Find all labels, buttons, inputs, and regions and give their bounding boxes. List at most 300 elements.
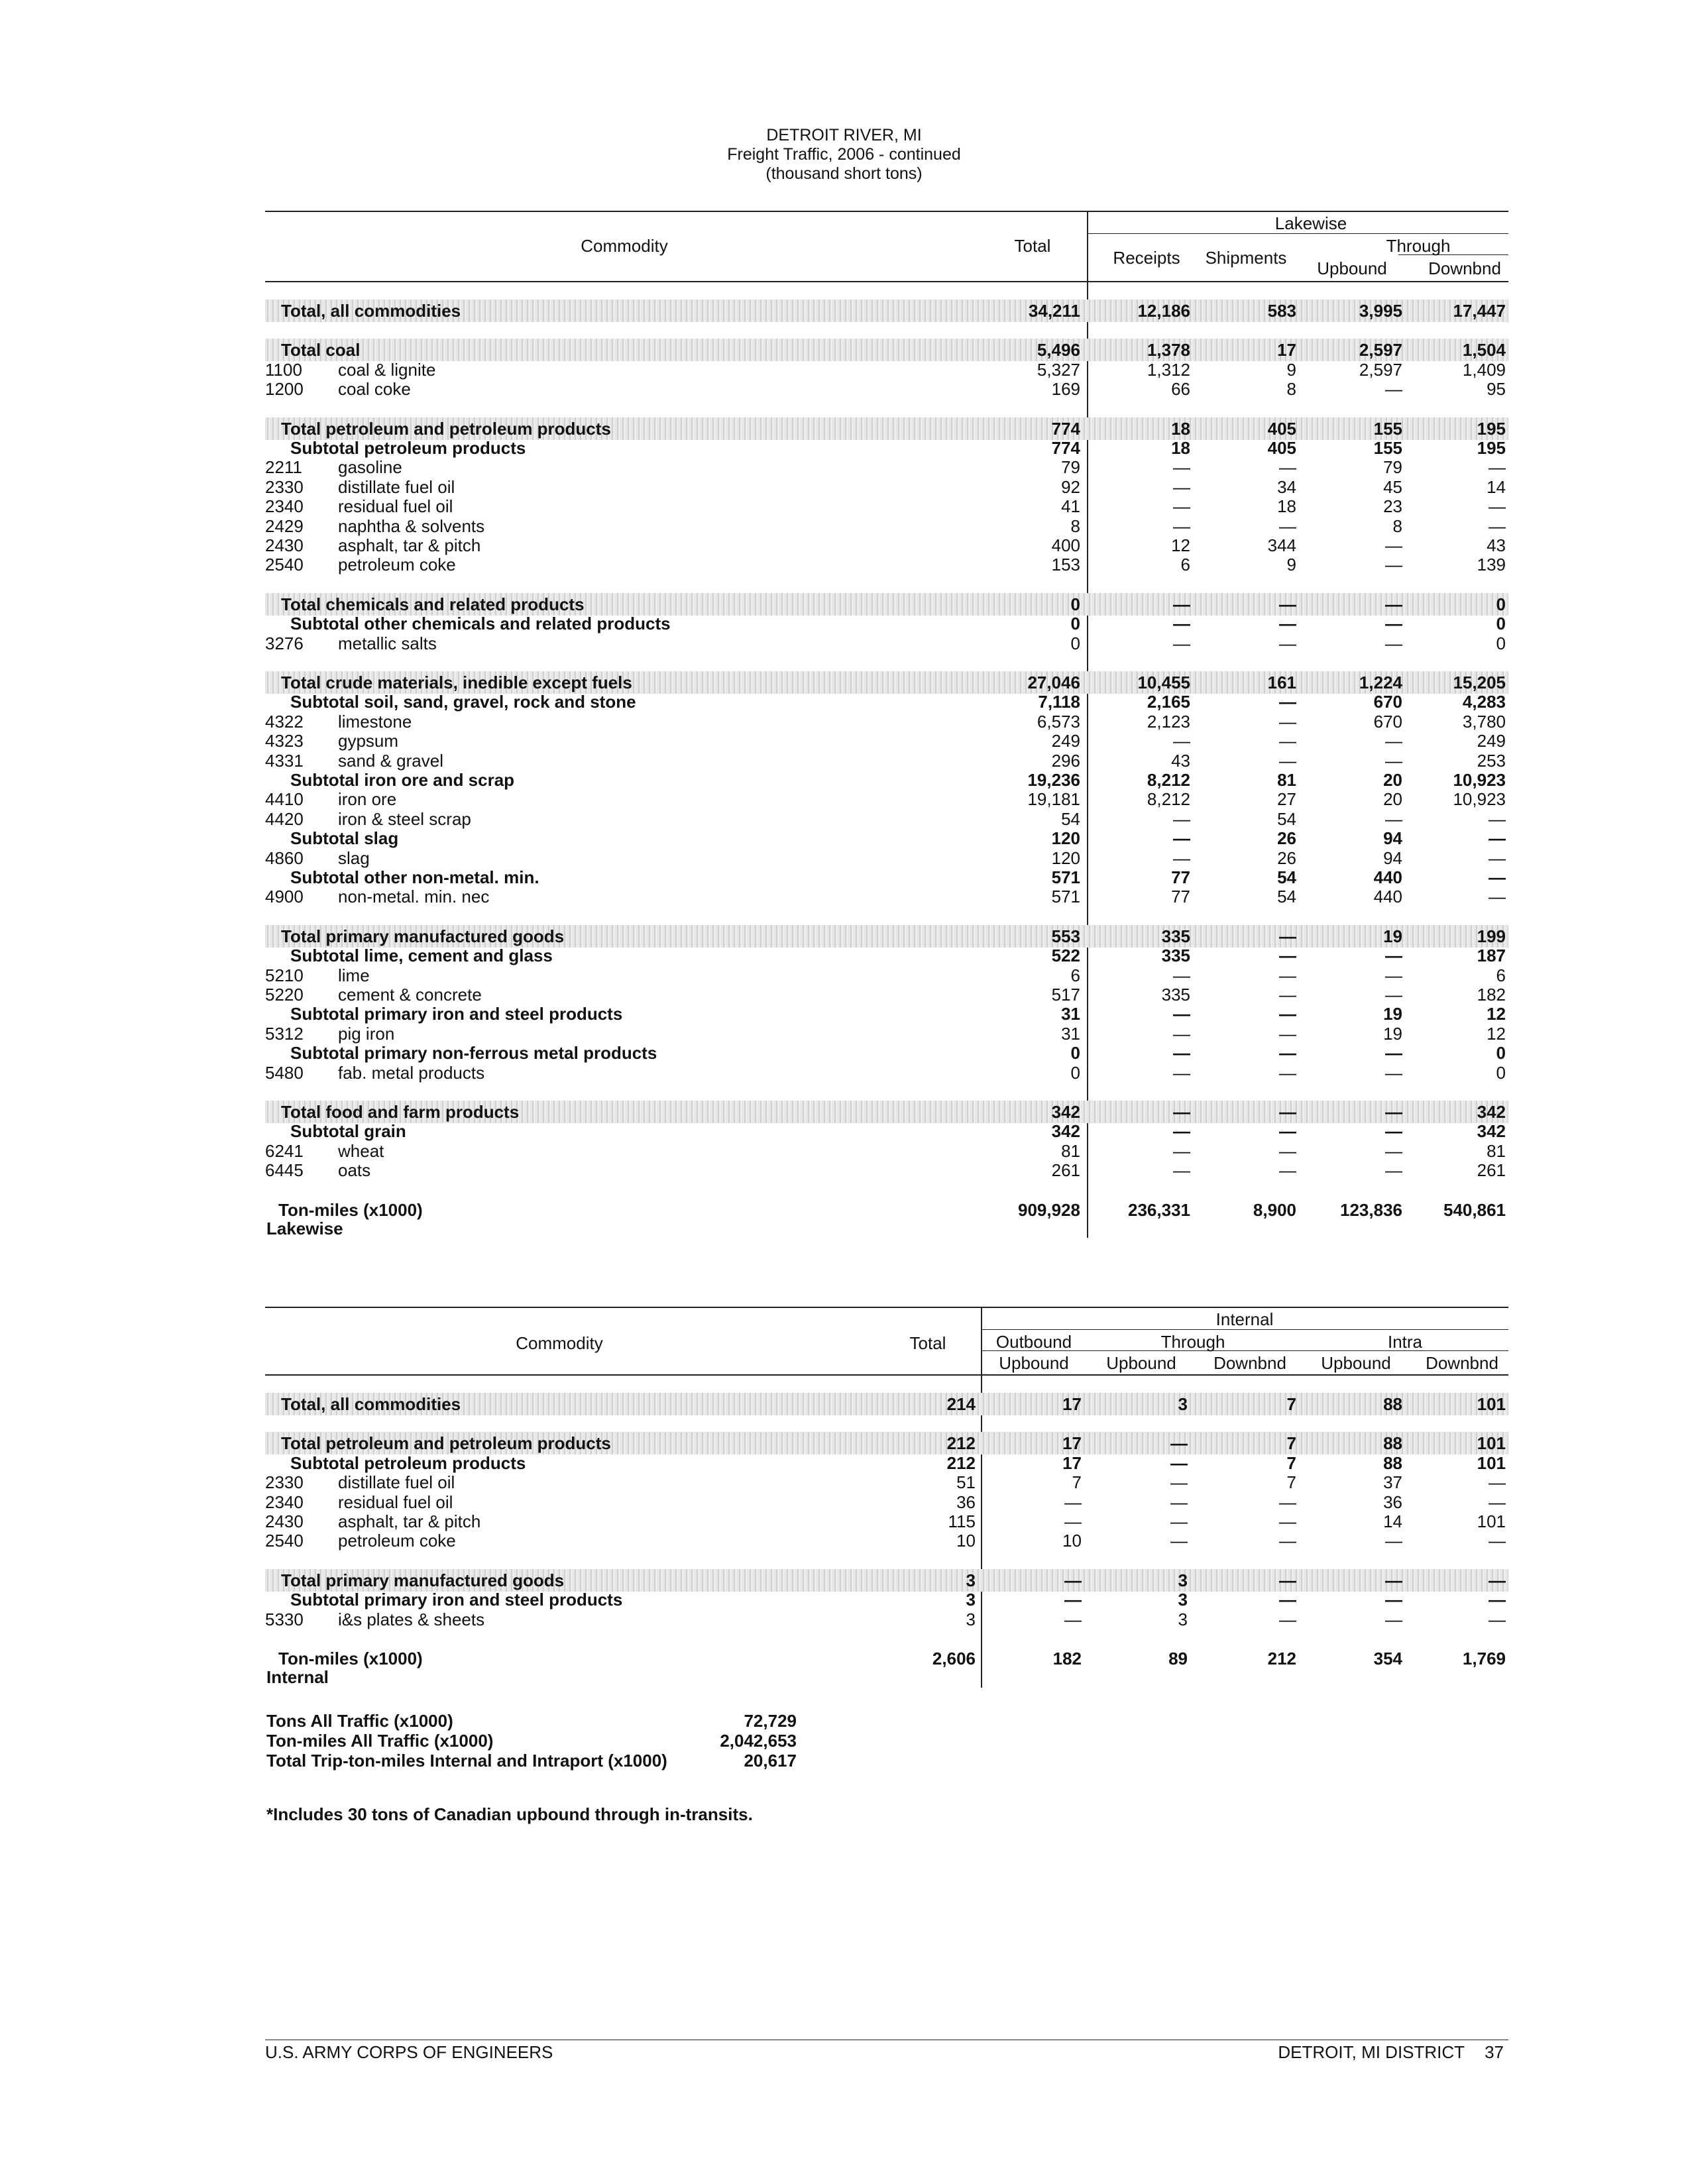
- cell-value: 10: [1062, 1531, 1082, 1551]
- cell-value: 18: [1171, 418, 1190, 439]
- cell-value: —: [1279, 1492, 1296, 1512]
- cell-value: 120: [1051, 828, 1080, 849]
- cell-value: —: [1489, 1531, 1506, 1551]
- total-row: [265, 1394, 1508, 1414]
- cell-value: —: [1385, 731, 1402, 751]
- cell-value: —: [1279, 692, 1296, 712]
- cell-value: 19: [1383, 926, 1402, 946]
- subtotal-row: [265, 867, 1508, 887]
- tonmiles-value: 123,836: [1340, 1199, 1402, 1220]
- cell-value: 0: [1496, 614, 1506, 634]
- commodity-label: Total petroleum and petroleum products: [281, 1433, 611, 1454]
- cell-value: —: [1489, 808, 1506, 829]
- cell-value: 0: [1070, 1062, 1080, 1083]
- cell-value: —: [1173, 731, 1190, 751]
- cell-value: 187: [1477, 946, 1506, 966]
- cell-value: 8,212: [1147, 789, 1190, 810]
- through-header: Through: [1386, 236, 1451, 256]
- cell-value: —: [1173, 1160, 1190, 1181]
- cell-value: 342: [1477, 1121, 1506, 1142]
- cell-value: —: [1279, 1140, 1296, 1161]
- cell-value: 6,573: [1037, 711, 1080, 732]
- commodity-label: gypsum: [338, 731, 399, 751]
- commodity-label: non-metal. min. nec: [338, 887, 490, 907]
- table-row: [265, 633, 1508, 653]
- commodity-code: 5220: [265, 985, 304, 1005]
- cell-value: —: [1385, 808, 1402, 829]
- cell-value: —: [1489, 847, 1506, 868]
- commodity-code: 5330: [265, 1609, 304, 1629]
- cell-value: 31: [1061, 1023, 1080, 1044]
- commodity-label: Subtotal primary iron and steel products: [290, 1590, 623, 1610]
- cell-value: —: [1279, 1043, 1296, 1064]
- cell-value: 1,312: [1147, 359, 1190, 380]
- commodity-label: Total coal: [281, 340, 361, 360]
- cell-value: 169: [1051, 379, 1080, 400]
- cell-value: —: [1173, 614, 1190, 634]
- cell-value: 440: [1373, 867, 1402, 887]
- cell-value: 774: [1051, 418, 1080, 439]
- total-row: [265, 340, 1508, 360]
- cell-value: 249: [1477, 731, 1506, 751]
- commodity-code: 2430: [265, 535, 304, 555]
- cell-value: 670: [1373, 692, 1402, 712]
- cell-value: 54: [1277, 808, 1296, 829]
- cell-value: 17: [1062, 1394, 1082, 1414]
- table-row: [265, 1063, 1508, 1083]
- lakewise-table: [265, 211, 1508, 1244]
- cell-value: 342: [1051, 1121, 1080, 1142]
- cell-value: 212: [946, 1433, 976, 1454]
- cell-value: 54: [1277, 867, 1296, 887]
- cell-value: 27,046: [1027, 673, 1080, 692]
- cell-value: 26: [1277, 847, 1296, 868]
- commodity-label: gasoline: [338, 457, 402, 478]
- cell-value: —: [1170, 1433, 1188, 1454]
- cell-value: —: [1385, 535, 1402, 555]
- commodity-label: iron ore: [338, 789, 397, 810]
- commodity-code: 4410: [265, 789, 304, 810]
- intra-downbnd-header: Downbnd: [1426, 1353, 1498, 1373]
- total-row: [265, 1570, 1508, 1590]
- cell-value: —: [1173, 594, 1190, 614]
- commodity-label: Subtotal lime, cement and glass: [290, 946, 553, 966]
- commodity-label: asphalt, tar & pitch: [338, 1511, 481, 1531]
- commodity-label: distillate fuel oil: [338, 1472, 455, 1493]
- commodity-code: 4322: [265, 711, 304, 732]
- table-row: [265, 1160, 1508, 1180]
- total-header: Total: [1014, 236, 1051, 256]
- subtotal-row: [265, 946, 1508, 965]
- commodity-label: Subtotal other chemicals and related products: [290, 614, 671, 634]
- cell-value: —: [1489, 1590, 1506, 1610]
- cell-value: —: [1385, 1531, 1402, 1551]
- subtotal-row: [265, 770, 1508, 790]
- cell-value: 12: [1487, 1004, 1506, 1024]
- shipments-header: Shipments: [1205, 248, 1287, 268]
- cell-value: 3: [966, 1590, 976, 1610]
- table-row: [265, 555, 1508, 574]
- cell-value: 182: [1477, 985, 1506, 1005]
- tonmiles-row: [265, 1200, 1508, 1240]
- cell-value: —: [1385, 614, 1402, 634]
- row-shading: [265, 339, 1508, 361]
- cell-value: —: [1279, 926, 1296, 946]
- cell-value: 77: [1171, 887, 1190, 907]
- cell-value: 0: [1496, 1043, 1506, 1064]
- tonmiles-value: 182: [1052, 1649, 1082, 1668]
- cell-value: —: [1170, 1531, 1188, 1551]
- cell-value: —: [1173, 633, 1190, 653]
- total-row: [265, 1102, 1508, 1122]
- cell-value: 249: [1051, 731, 1080, 751]
- through-downbnd-header: Downbnd: [1213, 1353, 1286, 1373]
- commodity-label: Total chemicals and related products: [281, 594, 585, 614]
- cell-value: 19,236: [1027, 770, 1080, 790]
- total-header: Total: [909, 1333, 946, 1353]
- table-row: [265, 379, 1508, 399]
- cell-value: 7: [1286, 1433, 1296, 1454]
- cell-value: —: [1489, 1570, 1506, 1590]
- cell-value: —: [1385, 985, 1402, 1005]
- cell-value: 36: [956, 1492, 976, 1512]
- cell-value: —: [1385, 1102, 1402, 1122]
- cell-value: —: [1173, 1121, 1190, 1142]
- cell-value: —: [1489, 1609, 1506, 1629]
- cell-value: —: [1173, 496, 1190, 517]
- total-row: [265, 594, 1508, 614]
- commodity-code: 4331: [265, 750, 304, 771]
- cell-value: —: [1489, 457, 1506, 478]
- cell-value: 670: [1373, 711, 1402, 732]
- cell-value: 12,186: [1137, 301, 1190, 321]
- through-upbound-header: Upbound: [1106, 1353, 1176, 1373]
- commodity-header: Commodity: [581, 236, 668, 256]
- cell-value: —: [1279, 516, 1296, 536]
- cell-value: —: [1173, 476, 1190, 497]
- commodity-code: 4860: [265, 847, 304, 868]
- cell-value: 6: [1180, 555, 1190, 575]
- tonmiles-value: 212: [1267, 1649, 1296, 1668]
- cell-value: 10,923: [1453, 770, 1506, 790]
- cell-value: 8: [1392, 516, 1402, 536]
- commodity-label: Total primary manufactured goods: [281, 1570, 565, 1590]
- cell-value: 583: [1267, 301, 1296, 321]
- cell-value: 199: [1477, 926, 1506, 946]
- cell-value: 19: [1383, 1004, 1402, 1024]
- cell-value: —: [1279, 594, 1296, 614]
- cell-value: 161: [1267, 673, 1296, 692]
- subtotal-row: [265, 692, 1508, 712]
- table-row: [265, 965, 1508, 985]
- cell-value: 54: [1061, 808, 1080, 829]
- cell-value: —: [1385, 379, 1402, 400]
- table-row: [265, 887, 1508, 906]
- cell-value: 0: [1496, 1062, 1506, 1083]
- cell-value: —: [1489, 1472, 1506, 1493]
- cell-value: 1,504: [1462, 340, 1506, 360]
- cell-value: 0: [1070, 594, 1080, 614]
- cell-value: 31: [1061, 1004, 1080, 1024]
- cell-value: 3: [1178, 1590, 1188, 1610]
- subtotal-row: [265, 1004, 1508, 1024]
- cell-value: 12: [1171, 535, 1190, 555]
- commodity-code: 5210: [265, 965, 304, 985]
- cell-value: 5,496: [1037, 340, 1080, 360]
- commodity-label: cement & concrete: [338, 985, 482, 1005]
- table-row: [265, 1492, 1508, 1512]
- cell-value: —: [1385, 1062, 1402, 1083]
- cell-value: —: [1173, 828, 1190, 849]
- cell-value: —: [1279, 1570, 1296, 1590]
- cell-value: 115: [948, 1511, 976, 1531]
- table-row: [265, 496, 1508, 516]
- commodity-label: pig iron: [338, 1023, 395, 1044]
- tonmiles-value: 909,928: [1018, 1199, 1080, 1220]
- cell-value: 54: [1277, 887, 1296, 907]
- cell-value: 4,283: [1462, 692, 1506, 712]
- cell-value: 77: [1171, 867, 1190, 887]
- cell-value: —: [1064, 1511, 1082, 1531]
- table-row: [265, 985, 1508, 1005]
- cell-value: —: [1385, 555, 1402, 575]
- cell-value: 335: [1161, 946, 1190, 966]
- cell-value: —: [1385, 1140, 1402, 1161]
- table-row: [265, 731, 1508, 751]
- commodity-code: 2430: [265, 1511, 304, 1531]
- footnote: *Includes 30 tons of Canadian upbound through in-transits.: [266, 1804, 753, 1824]
- cell-value: 195: [1477, 438, 1506, 458]
- cell-value: 79: [1061, 457, 1080, 478]
- tonmiles-label: Ton-miles (x1000): [278, 1199, 423, 1220]
- cell-value: 41: [1061, 496, 1080, 517]
- total-row: [265, 419, 1508, 439]
- cell-value: —: [1279, 1160, 1296, 1181]
- cell-value: 139: [1477, 555, 1506, 575]
- commodity-label: wheat: [338, 1140, 384, 1161]
- tonmiles-label: Ton-miles (x1000): [278, 1649, 423, 1668]
- commodity-label: iron & steel scrap: [338, 808, 471, 829]
- cell-value: 3,995: [1359, 301, 1402, 321]
- cell-value: 6: [1496, 965, 1506, 985]
- receipts-header: Receipts: [1113, 248, 1180, 268]
- table-row: [265, 789, 1508, 809]
- commodity-label: i&s plates & sheets: [338, 1609, 485, 1629]
- commodity-code: 1200: [265, 379, 304, 400]
- tonmiles-row: [265, 1649, 1508, 1688]
- commodity-label: Total, all commodities: [281, 1394, 461, 1414]
- commodity-code: 1100: [265, 359, 302, 380]
- cell-value: —: [1385, 750, 1402, 771]
- cell-value: —: [1279, 985, 1296, 1005]
- intra-upbound-header: Upbound: [1321, 1353, 1391, 1373]
- table-row: [265, 1511, 1508, 1531]
- commodity-code: 2340: [265, 496, 304, 517]
- commodity-label: naphtha & solvents: [338, 516, 485, 536]
- commodity-label: coal coke: [338, 379, 411, 400]
- cell-value: 94: [1383, 828, 1402, 849]
- cell-value: 7: [1286, 1394, 1296, 1414]
- cell-value: —: [1173, 1140, 1190, 1161]
- total-row: [265, 673, 1508, 692]
- table-row: [265, 477, 1508, 497]
- commodity-code: 2429: [265, 516, 304, 536]
- cell-value: —: [1279, 633, 1296, 653]
- internal-table: [265, 1307, 1508, 1691]
- cell-value: —: [1385, 1570, 1402, 1590]
- cell-value: 88: [1383, 1394, 1402, 1414]
- cell-value: 1,224: [1359, 673, 1402, 692]
- cell-value: 296: [1051, 750, 1080, 771]
- table-row: [265, 1141, 1508, 1161]
- cell-value: 51: [956, 1472, 976, 1493]
- tonmiles-value: 354: [1373, 1649, 1402, 1668]
- cell-value: —: [1064, 1590, 1082, 1610]
- commodity-label: Subtotal grain: [290, 1121, 406, 1142]
- cell-value: 8: [1286, 379, 1296, 400]
- cell-value: —: [1173, 1062, 1190, 1083]
- commodity-label: asphalt, tar & pitch: [338, 535, 481, 555]
- cell-value: 6: [1070, 965, 1080, 985]
- commodity-label: Subtotal other non-metal. min.: [290, 867, 539, 887]
- cell-value: 342: [1051, 1102, 1080, 1122]
- cell-value: —: [1385, 1121, 1402, 1142]
- summary-trip-tonmiles: Total Trip-ton-miles Internal and Intraport (x1000) 20,617: [266, 1751, 797, 1771]
- commodity-code: 5312: [265, 1023, 304, 1044]
- table-row: [265, 712, 1508, 732]
- commodity-code: 3276: [265, 633, 304, 653]
- cell-value: 0: [1070, 633, 1080, 653]
- commodity-label: Subtotal petroleum products: [290, 438, 526, 458]
- cell-value: 253: [1477, 750, 1506, 771]
- tonmiles-value: 2,606: [932, 1649, 976, 1668]
- cell-value: 261: [1051, 1160, 1080, 1181]
- table-row: [265, 1024, 1508, 1044]
- tonmiles-value: 1,769: [1462, 1649, 1506, 1668]
- cell-value: —: [1173, 457, 1190, 478]
- cell-value: 43: [1487, 535, 1506, 555]
- cell-value: 94: [1383, 847, 1402, 868]
- commodity-code: 2211: [265, 457, 302, 478]
- cell-value: —: [1489, 867, 1506, 887]
- commodity-label: Subtotal primary non-ferrous metal products: [290, 1043, 657, 1064]
- cell-value: —: [1279, 1590, 1296, 1610]
- cell-value: —: [1385, 633, 1402, 653]
- cell-value: 14: [1383, 1511, 1402, 1531]
- cell-value: 155: [1373, 438, 1402, 458]
- cell-value: —: [1170, 1492, 1188, 1512]
- cell-value: 8: [1070, 516, 1080, 536]
- subtotal-row: [265, 828, 1508, 848]
- cell-value: —: [1064, 1609, 1082, 1629]
- commodity-label: Subtotal slag: [290, 828, 399, 849]
- internal-header: Internal: [1215, 1309, 1274, 1329]
- table-row: [265, 516, 1508, 536]
- cell-value: 212: [946, 1452, 976, 1473]
- cell-value: —: [1279, 1121, 1296, 1142]
- downbnd-header: Downbnd: [1428, 258, 1501, 278]
- commodity-code: 2330: [265, 476, 304, 497]
- commodity-code: 2540: [265, 1531, 304, 1551]
- cell-value: 101: [1477, 1452, 1506, 1473]
- units-label: (thousand short tons): [765, 164, 923, 183]
- subtotal-row: [265, 1590, 1508, 1610]
- tonmiles-value: 89: [1168, 1649, 1188, 1668]
- cell-value: —: [1279, 711, 1296, 732]
- cell-value: 344: [1267, 535, 1296, 555]
- table-row: [265, 751, 1508, 771]
- cell-value: 101: [1477, 1511, 1506, 1531]
- cell-value: —: [1173, 847, 1190, 868]
- page-subtitle: Freight Traffic, 2006 - continued: [727, 145, 961, 164]
- commodity-code: 4323: [265, 731, 304, 751]
- cell-value: 92: [1061, 476, 1080, 497]
- outbound-header: Outbound: [995, 1332, 1072, 1352]
- total-row: [265, 1433, 1508, 1453]
- commodity-label: petroleum coke: [338, 1531, 456, 1551]
- cell-value: 20: [1383, 789, 1402, 810]
- cell-value: 3,780: [1462, 711, 1506, 732]
- cell-value: 66: [1171, 379, 1190, 400]
- cell-value: —: [1173, 1102, 1190, 1122]
- cell-value: —: [1385, 965, 1402, 985]
- intra-header: Intra: [1387, 1332, 1423, 1352]
- commodity-label: Subtotal primary iron and steel products: [290, 1004, 623, 1024]
- cell-value: —: [1279, 946, 1296, 966]
- cell-value: —: [1279, 1511, 1296, 1531]
- tonmiles-value: 8,900: [1253, 1199, 1296, 1220]
- cell-value: 553: [1051, 926, 1080, 946]
- cell-value: 440: [1373, 887, 1402, 907]
- cell-value: 7,118: [1038, 692, 1080, 712]
- cell-value: 405: [1267, 418, 1296, 439]
- total-row: [265, 301, 1508, 321]
- commodity-code: 2540: [265, 555, 304, 575]
- table-row: [265, 809, 1508, 829]
- cell-value: 153: [1051, 555, 1080, 575]
- cell-value: 10,923: [1453, 789, 1506, 810]
- cell-value: 95: [1487, 379, 1506, 400]
- table-row: [265, 360, 1508, 380]
- cell-value: 214: [946, 1394, 976, 1414]
- cell-value: 17,447: [1453, 301, 1506, 321]
- cell-value: —: [1173, 965, 1190, 985]
- cell-value: 36: [1383, 1492, 1402, 1512]
- cell-value: 261: [1477, 1160, 1506, 1181]
- cell-value: —: [1279, 965, 1296, 985]
- page-number: 37: [1485, 2042, 1504, 2062]
- cell-value: 3: [966, 1609, 976, 1629]
- table-row: [265, 848, 1508, 868]
- commodity-label: Total primary manufactured goods: [281, 926, 565, 946]
- cell-value: 88: [1383, 1452, 1402, 1473]
- cell-value: —: [1279, 1609, 1296, 1629]
- cell-value: —: [1173, 1004, 1190, 1024]
- commodity-code: 4420: [265, 808, 304, 829]
- commodity-label: fab. metal products: [338, 1062, 485, 1083]
- cell-value: 7: [1286, 1472, 1296, 1493]
- through-header: Through: [1160, 1332, 1225, 1352]
- commodity-code: 6445: [265, 1160, 304, 1181]
- cell-value: 120: [1051, 847, 1080, 868]
- table-row: [265, 1610, 1508, 1629]
- cell-value: —: [1279, 1102, 1296, 1122]
- tonmiles-sublabel: Lakewise: [266, 1218, 343, 1238]
- table-row: [265, 457, 1508, 477]
- subtotal-row: [265, 1453, 1508, 1473]
- cell-value: 2,597: [1359, 340, 1402, 360]
- cell-value: 34,211: [1028, 301, 1080, 321]
